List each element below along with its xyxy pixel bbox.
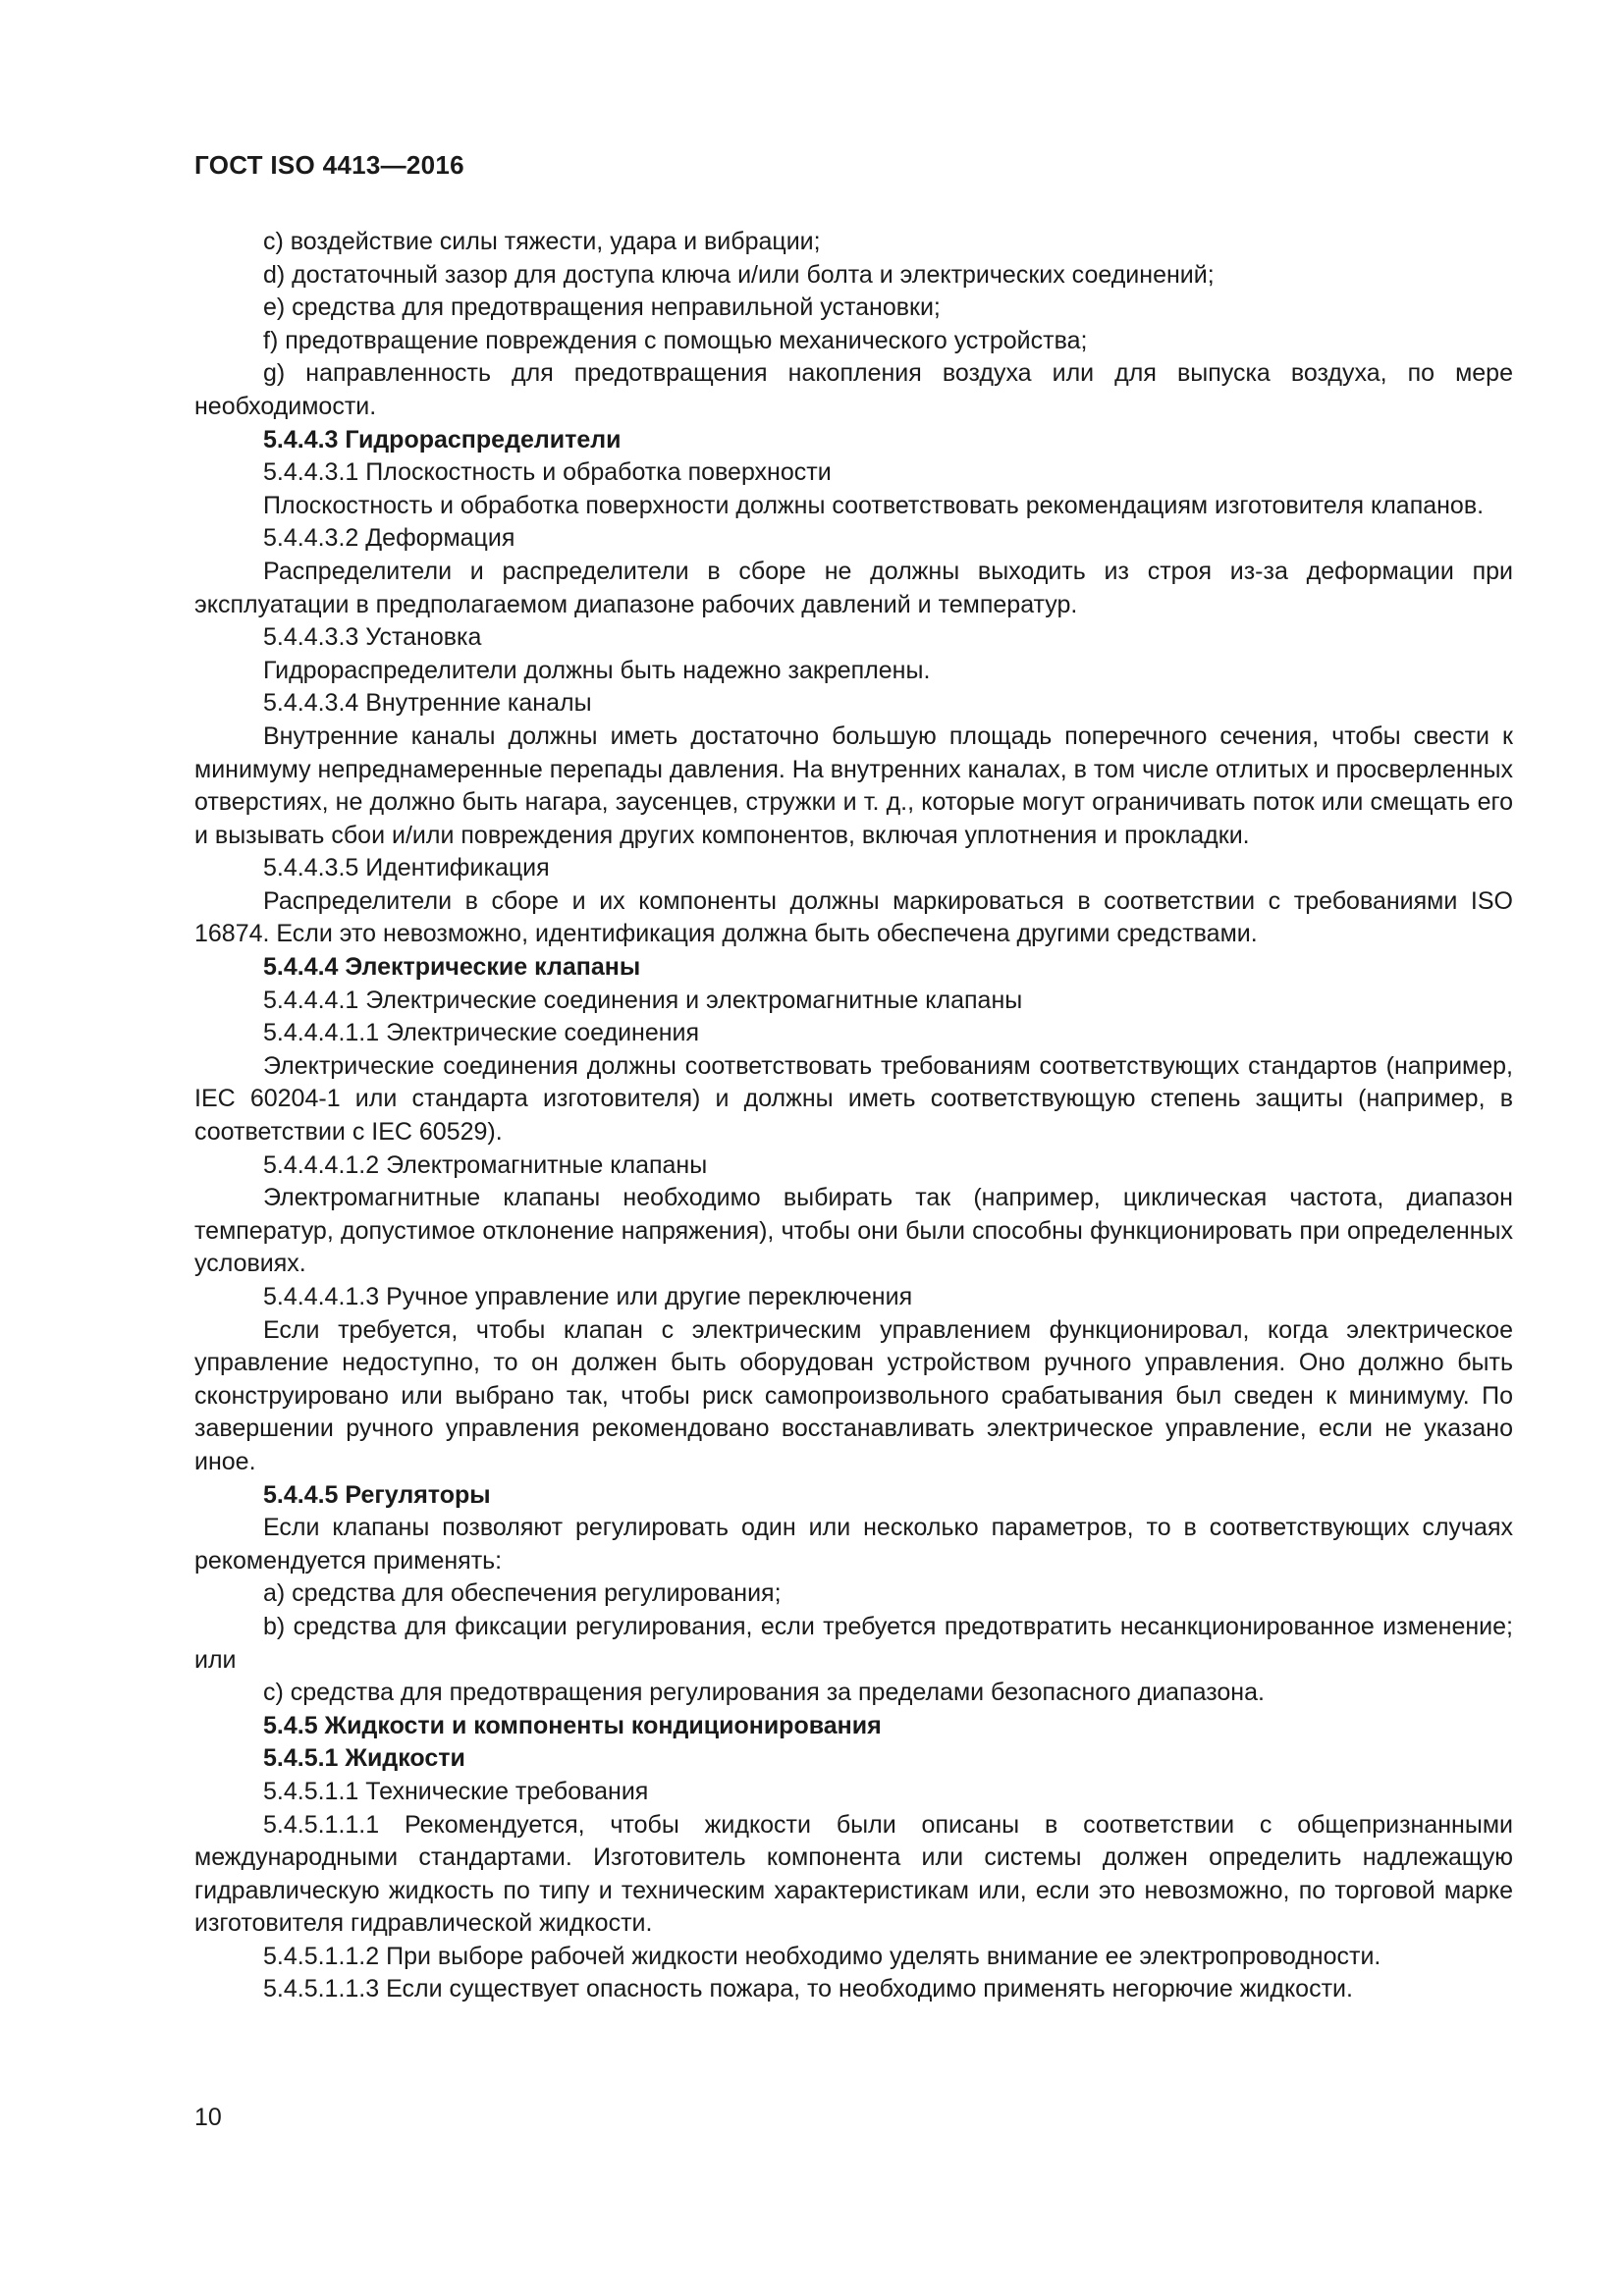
- paragraph: 5.4.4.4.1.3 Ручное управление или другие переключения: [263, 1283, 913, 1310]
- document-body: [194, 226, 1513, 2006]
- paragraph: Внутренние каналы должны иметь достаточно большую площадь поперечного сечения, чтобы свести к минимуму непреднамеренные перепады давления. На внутренних каналах, в том числе отлитых и просверленных отверстиях, не должно быть нагара, заусенцев, стружки и т. д., которые могут ограничивать поток или смещать его и вызывать сбои и/или повреждения других компонентов, включая уплотнения и прокладки.: [194, 721, 1513, 849]
- paragraph: Электрические соединения должны соответствовать требованиям соответствующих стандартов (например, IEC 60204-1 или стандарта изготовителя) и должны иметь соответствующую степень защиты (например, в соответствии с IEC 60529).: [194, 1051, 1513, 1147]
- paragraph: Если требуется, чтобы клапан с электрическим управлением функционировал, когда электрическое управление недоступно, то он должен быть оборудован устройством ручного управления. Оно должно быть сконструировано или выбрано так, чтобы риск самопроизвольного срабатывания был сведен к минимуму. По завершении ручного управления рекомендовано восстанавливать электрическое управление, если не указано иное.: [194, 1315, 1513, 1475]
- section-heading: 5.4.4.3 Гидрораспределители: [263, 425, 622, 454]
- section-heading: 5.4.5.1 Жидкости: [263, 1744, 465, 1773]
- paragraph: 5.4.5.1.1.3 Если существует опасность пожара, то необходимо применять негорючие жидкости.: [263, 1975, 1353, 2003]
- paragraph: 5.4.4.3.3 Установка: [263, 623, 482, 652]
- paragraph: 5.4.4.3.5 Идентификация: [263, 854, 550, 882]
- page-number: 10: [194, 2104, 222, 2131]
- paragraph: 5.4.4.4.1.2 Электромагнитные клапаны: [263, 1150, 708, 1179]
- document-code-header: ГОСТ ISO 4413—2016: [194, 150, 464, 180]
- paragraph: Электромагнитные клапаны необходимо выбирать так (например, циклическая частота, диапазон температур, допустимое отклонение напряжения), чтобы они были способны функционировать при определенных условиях.: [194, 1184, 1513, 1278]
- section-heading: 5.4.5 Жидкости и компоненты кондиционирования: [263, 1711, 882, 1739]
- paragraph: Гидрораспределители должны быть надежно закреплены.: [263, 656, 931, 684]
- paragraph: c) средства для предотвращения регулирования за пределами безопасного диапазона.: [263, 1679, 1265, 1707]
- paragraph: d) достаточный зазор для доступа ключа и/или болта и электрических соединений;: [263, 260, 1215, 289]
- paragraph: Распределители в сборе и их компоненты должны маркироваться в соответствии с требованиями ISO 16874. Если это невозможно, идентификация должна быть обеспечена другими средствами.: [194, 886, 1513, 948]
- section-heading: 5.4.4.5 Регуляторы: [263, 1480, 491, 1509]
- paragraph: Распределители и распределители в сборе не должны выходить из строя из-за деформации при эксплуатации в предполагаемом диапазоне рабочих давлений и температур.: [194, 557, 1513, 618]
- paragraph: 5.4.4.4.1 Электрические соединения и электромагнитные клапаны: [263, 986, 1023, 1014]
- paragraph: 5.4.4.4.1.1 Электрические соединения: [263, 1019, 700, 1047]
- paragraph: 5.4.4.3.4 Внутренние каналы: [263, 689, 592, 718]
- paragraph: 5.4.4.3.2 Деформация: [263, 524, 515, 553]
- paragraph: e) средства для предотвращения неправильной установки;: [263, 294, 941, 322]
- paragraph: f) предотвращение повреждения с помощью механического устройства;: [263, 326, 1088, 354]
- section-heading: 5.4.4.4 Электрические клапаны: [263, 953, 641, 982]
- paragraph: 5.4.5.1.1.2 При выборе рабочей жидкости необходимо уделять внимание ее электропроводности.: [263, 1942, 1381, 1970]
- paragraph: c) воздействие силы тяжести, удара и вибрации;: [263, 228, 821, 255]
- paragraph: b) средства для фиксации регулирования, если требуется предотвратить несанкционированное изменение; или: [194, 1612, 1513, 1674]
- paragraph: a) средства для обеспечения регулирования;: [263, 1579, 782, 1608]
- paragraph: g) направленность для предотвращения накопления воздуха или для выпуска воздуха, по мере необходимости.: [194, 359, 1513, 420]
- paragraph: 5.4.5.1.1.1 Рекомендуется, чтобы жидкости были описаны в соответствии с общепризнанными международными стандартами. Изготовитель компонента или системы должен определить надлежащую гидравлическую жидкость по типу и техническим характеристикам или, если это невозможно, по торговой марке изготовителя гидравлической жидкости.: [194, 1810, 1513, 1938]
- paragraph: 5.4.4.3.1 Плоскостность и обработка поверхности: [263, 458, 832, 487]
- paragraph: 5.4.5.1.1 Технические требования: [263, 1777, 649, 1805]
- paragraph: Плоскостность и обработка поверхности должны соответствовать рекомендациям изготовителя клапанов.: [263, 491, 1485, 519]
- paragraph: Если клапаны позволяют регулировать один или несколько параметров, то в соответствующих случаях рекомендуется применять:: [194, 1514, 1513, 1575]
